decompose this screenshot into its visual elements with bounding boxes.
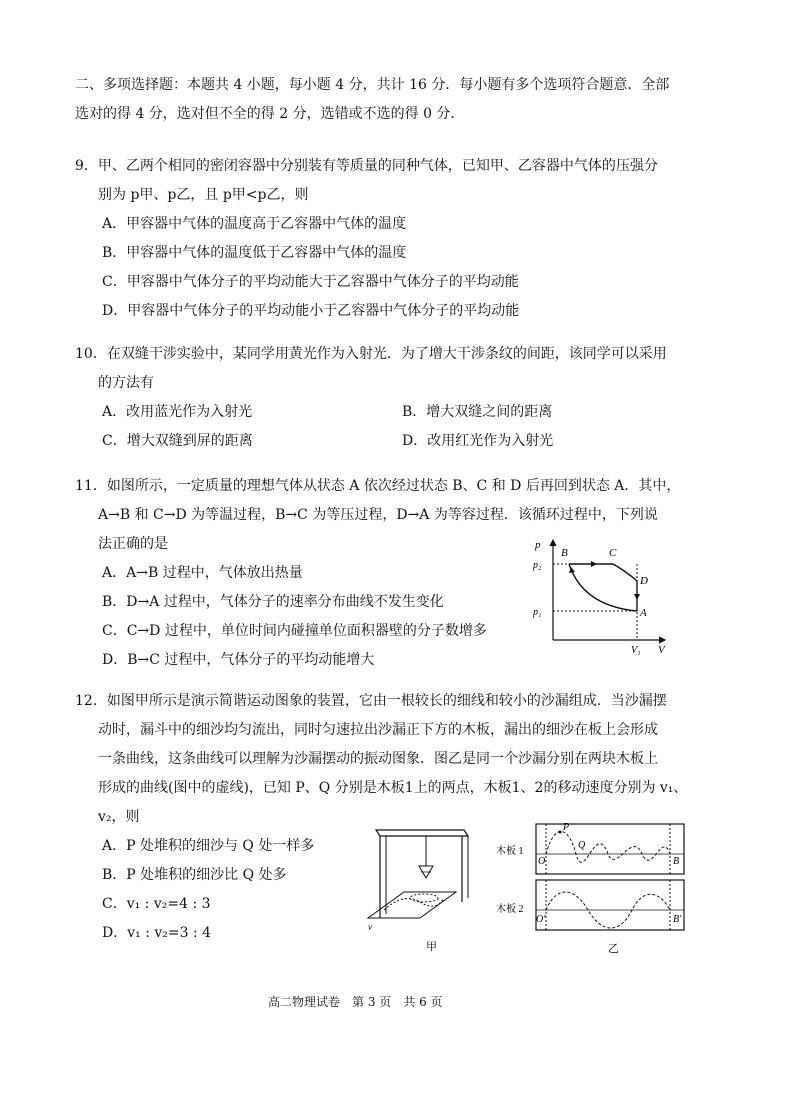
q9-option-a: A．甲容器中气体的温度高于乙容器中气体的温度 — [102, 216, 407, 232]
section-header-line1: 二、多项选择题：本题共 4 小题，每小题 4 分，共计 16 分．每小题有多个选项符合题意．全部 — [75, 77, 670, 93]
q12-board1-rect — [536, 824, 684, 874]
q11-option-b: B．D→A 过程中，气体分子的速率分布曲线不发生变化 — [102, 594, 444, 610]
q12-option-b: B．P 处堆积的细沙比 Q 处多 — [102, 867, 287, 883]
q11-p1-label: p₁ — [533, 607, 542, 618]
q9-stem-line1: 9．甲、乙两个相同的密闭容器中分别装有等质量的同种气体，已知甲、乙容器中气体的压强分 — [75, 158, 658, 174]
q9-option-b: B．甲容器中气体的温度低于乙容器中气体的温度 — [102, 245, 407, 261]
q11-stem-line2: A→B 和 C→D 为等温过程，B→C 为等压过程，D→A 为等容过程．该循环过程中，下列说 — [98, 507, 658, 523]
q11-pv-diagram — [525, 536, 675, 658]
q10-option-c: C．增大双缝到屏的距离 — [102, 433, 253, 449]
q10-option-d: D．改用红光作为入射光 — [402, 433, 554, 449]
page-footer: 高二物理试卷 第 3 页 共 6 页 — [268, 995, 443, 1009]
q12-jia-caption: 甲 — [426, 941, 437, 953]
q12-option-d: D．v₁ : v₂=3 : 4 — [102, 925, 212, 941]
q9-stem-line2: 别为 p甲、p乙，且 p甲<p乙，则 — [98, 187, 309, 203]
q11-v1-label: V₁ — [631, 645, 641, 656]
q12-board2-b: B′ — [673, 914, 682, 925]
q12-board2-label: 木板 2 — [496, 904, 524, 915]
q10-option-a: A．改用蓝光作为入射光 — [102, 404, 253, 420]
q11-p2-label: p₂ — [533, 560, 542, 571]
q12-board2-rect — [536, 880, 684, 930]
q12-board1-b: B — [673, 856, 680, 867]
q12-stem-line5: v₂，则 — [98, 809, 140, 825]
q9-option-c: C．甲容器中气体分子的平均动能大于乙容器中气体分子的平均动能 — [102, 274, 519, 290]
q11-stem-line3: 法正确的是 — [98, 536, 168, 552]
q12-yi-caption: 乙 — [608, 943, 619, 955]
q11-point-c: C — [609, 547, 617, 559]
q12-jia-v-label: v — [368, 922, 372, 932]
q11-point-a: A — [640, 607, 647, 619]
q12-point-q: Q — [578, 840, 586, 851]
q11-option-c: C．C→D 过程中，单位时间内碰撞单位面积器壁的分子数增多 — [102, 623, 487, 639]
q12-board1-label: 木板 1 — [496, 846, 524, 857]
q12-stem-line3: 一条曲线，这条曲线可以理解为沙漏摆动的振动图象．图乙是同一个沙漏分别在两块木板上 — [98, 751, 658, 767]
q11-point-d: D — [640, 575, 648, 587]
q12-figure-yi — [492, 818, 690, 958]
q12-option-c: C．v₁ : v₂=4 : 3 — [102, 896, 211, 912]
q12-stem-line1: 12．如图甲所示是演示简谐运动图象的装置，它由一根较长的细线和较小的沙漏组成．当沙漏摆 — [75, 693, 667, 709]
q12-point-p: P — [563, 822, 570, 833]
q11-point-b: B — [561, 547, 568, 559]
q11-stem-line1: 11．如图所示，一定质量的理想气体从状态 A 依次经过状态 B、C 和 D 后再回到状态 A．其中， — [75, 478, 681, 494]
q10-option-b: B．增大双缝之间的距离 — [402, 404, 553, 420]
q11-axis-v-label: V — [658, 644, 665, 656]
q12-stem-line4: 形成的曲线(图中的虚线)，已知 P、Q 分别是木板1上的两点，木板1、2的移动速度分别为 v₁、 — [98, 780, 688, 796]
section-header-line2: 选对的得 4 分，选对但不全的得 2 分，选错或不选的得 0 分． — [75, 106, 465, 122]
q12-figure-jia — [364, 822, 476, 956]
q11-option-d: D．B→C 过程中，气体分子的平均动能增大 — [102, 652, 375, 668]
q10-stem-line1: 10．在双缝干涉实验中，某同学用黄光作为入射光．为了增大干涉条纹的间距，该同学可以采用 — [75, 346, 667, 362]
q12-board1-o: O — [538, 856, 546, 867]
q11-option-a: A．A→B 过程中，气体放出热量 — [102, 565, 303, 581]
q9-option-d: D．甲容器中气体分子的平均动能小于乙容器中气体分子的平均动能 — [102, 303, 520, 319]
q11-axis-p-label: p — [535, 539, 541, 551]
q12-option-a: A．P 处堆积的细沙与 Q 处一样多 — [102, 838, 315, 854]
q10-stem-line2: 的方法有 — [98, 375, 154, 391]
q12-board2-o: O′ — [536, 914, 546, 925]
q12-stem-line2: 动时，漏斗中的细沙均匀流出，同时匀速拉出沙漏正下方的木板，漏出的细沙在板上会形成 — [98, 722, 658, 738]
